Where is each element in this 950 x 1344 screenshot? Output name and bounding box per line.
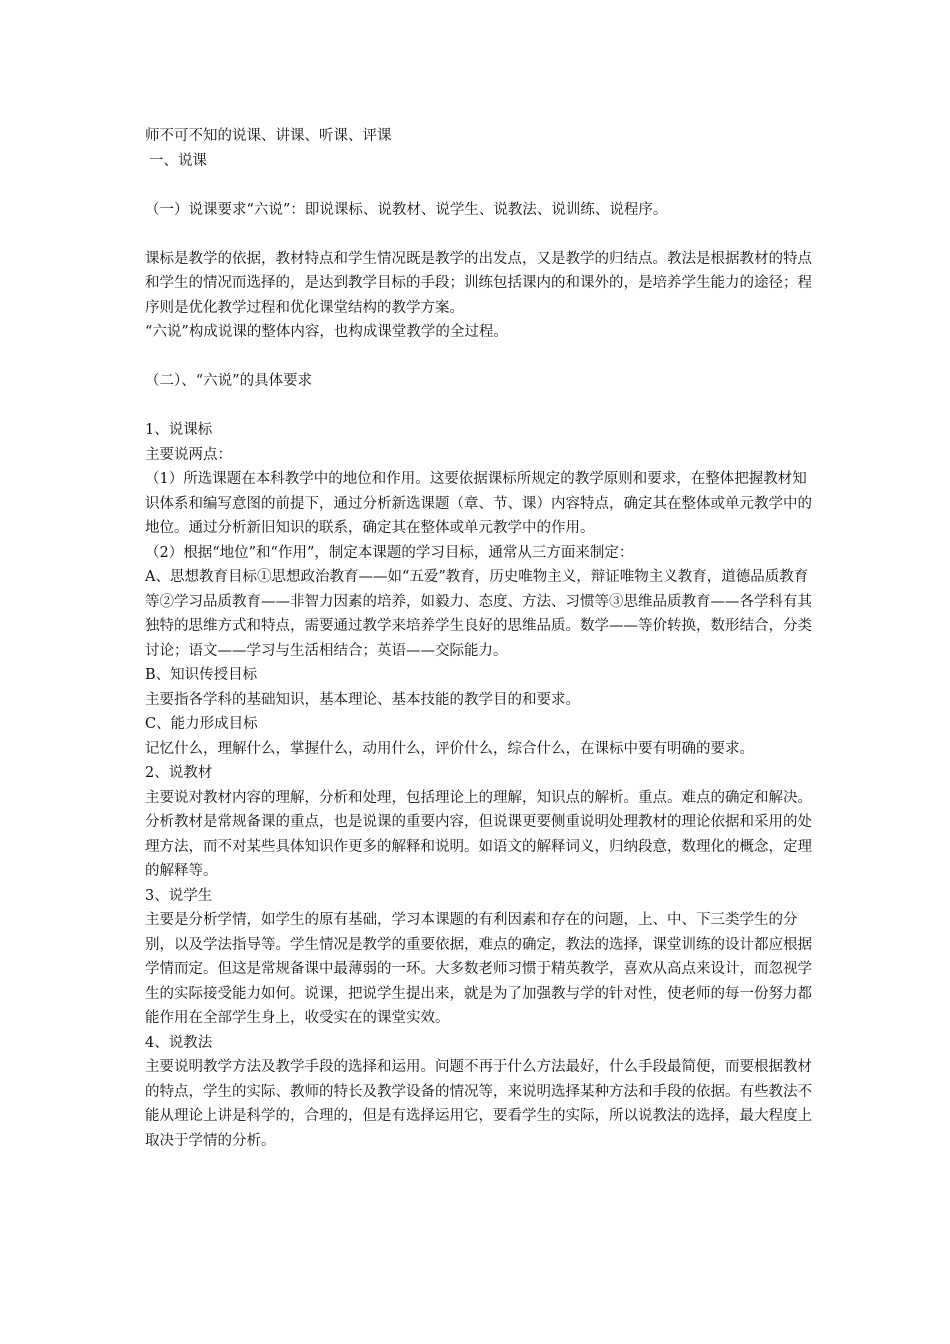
- item-4-paragraph-1: 主要说明教学方法及教学手段的选择和运用。问题不再于什么方法最好，什么手段最简便，而要根据教材的特点，学生的实际、教师的特长及教学设备的情况等，来说明选择某种方法和手段的依据。有些教法不能从理论上讲是科学的，合理的，但是有选择运用它，要看学生的实际，所以说教法的选择，最大程度上取决于学情的分析。: [145, 1059, 812, 1149]
- goal-c-title: C、能力形成目标: [145, 716, 258, 732]
- item-2-title: 2、说教材: [145, 765, 213, 781]
- item-1-title: 1、说课标: [145, 422, 213, 438]
- spacer: [145, 222, 815, 247]
- spacer: [145, 394, 815, 419]
- document-body: [145, 124, 815, 1153]
- goal-a-paragraph: A、思想教育目标①思想政治教育——如“五爱”教育，历史唯物主义，辩证唯物主义教育，道德品质教育等②学习品质教育——非智力因素的培养，如毅力、态度、方法、习惯等③思维品质教育——各学科有其独特的思维方式和特点，需要通过教学来培养学生良好的思维品质。数学——等价转换，数形结合，分类讨论；语文——学习与生活相结合；英语——交际能力。: [145, 569, 812, 659]
- spacer: [145, 173, 815, 198]
- goal-b-text: 主要指各学科的基础知识，基本理论、基本技能的教学目的和要求。: [145, 691, 580, 708]
- intro-paragraph: 课标是教学的依据，教材特点和学生情况既是教学的出发点，又是教学的归结点。教法是根据教材的特点和学生的情况而选择的，是达到教学目标的手段；训练包括课内的和课外的，是培养学生能力的途径；程序则是优化教学过程和优化课堂结构的教学方案。: [145, 250, 812, 316]
- item-1-paragraph-2: （2）根据“地位”和“作用”，制定本课题的学习目标，通常从三方面来制定：: [145, 544, 634, 561]
- intro-paragraph-2: “六说”构成说课的整体内容，也构成课堂教学的全过程。: [145, 324, 508, 340]
- section-heading-one: 一、说课: [149, 152, 207, 169]
- spacer: [145, 345, 815, 370]
- item-1-lead: 主要说两点：: [145, 446, 232, 463]
- goal-c-text: 记忆什么，理解什么，掌握什么，动用什么，评价什么，综合什么，在课标中要有明确的要求。: [145, 740, 754, 757]
- subsection-heading-one: （一）说课要求“六说”：即说课标、说教材、说学生、说教法、说训练、说程序。: [145, 201, 668, 218]
- document-title: 师不可不知的说课、讲课、听课、评课: [145, 128, 392, 144]
- item-2-paragraph-2: 分析教材是常规备课的重点，也是说课的重要内容，但说课更要侧重说明处理教材的理论依据和采用的处理方法，而不对某些具体知识作更多的解释和说明。如语文的解释词义，归纳段意，数理化的概念，定理的解释等。: [145, 814, 812, 879]
- item-3-title: 3、说学生: [145, 887, 213, 904]
- item-1-paragraph-1: （1）所选课题在本科教学中的地位和作用。这要依据课标所规定的教学原则和要求，在整体把握教材知识体系和编写意图的前提下，通过分析新选课题（章、节、课）内容特点，确定其在整体或单元教学中的地位。通过分析新旧知识的联系，确定其在整体或单元教学中的作用。: [145, 471, 812, 536]
- item-2-paragraph-1: 主要说对教材内容的理解，分析和处理，包括理论上的理解，知识点的解析。重点。难点的确定和解决。: [145, 789, 812, 806]
- goal-b-title: B、知识传授目标: [145, 667, 258, 683]
- item-3-paragraph-1: 主要是分析学情，如学生的原有基础，学习本课题的有利因素和存在的问题，上、中、下三类学生的分别，以及学法指导等。学生情况是教学的重要依据，难点的确定，教法的选择，课堂训练的设计都应根据学情而定。但这是常规备课中最薄弱的一环。大多数老师习惯于精英教学，喜欢从高点来设计，而忽视学生的实际接受能力如何。说课，把说学生提出来，就是为了加强教与学的针对性，使老师的每一份努力都能作用在全部学生身上，收受实在的课堂实效。: [145, 912, 812, 1026]
- item-4-title: 4、说教法: [145, 1034, 213, 1051]
- subsection-heading-two: （二）、“六说”的具体要求: [145, 373, 313, 389]
